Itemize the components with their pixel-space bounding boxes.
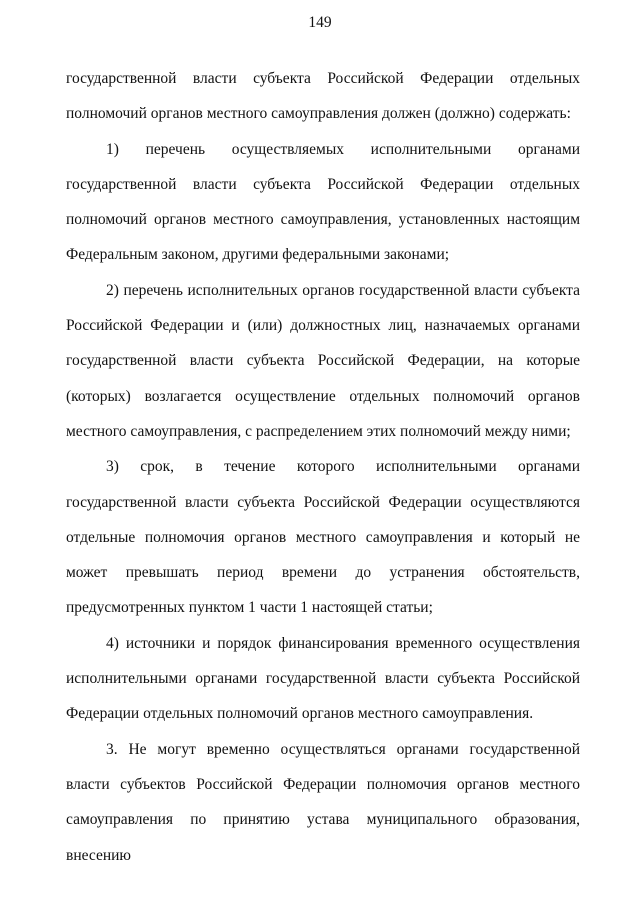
document-body (66, 61, 580, 873)
paragraph-item-2: 2) перечень исполнительных органов государственной власти субъекта Российской Федерации и (или) должностных лиц, назначаемых органами государственной власти субъекта Российской Федерации, на которые (которых) возлагается осуществление отдельных полномочий органов местного самоуправления, с распределением этих полномочий между ними; (66, 281, 580, 440)
paragraph-item-4: 4) источники и порядок финансирования временного осуществления исполнительными органами государственной власти субъекта Российской Федерации отдельных полномочий органов местного самоуправления. (66, 634, 580, 723)
paragraph-continuation: государственной власти субъекта Российской Федерации отдельных полномочий органов местного самоуправления должен (должно) содержать: (66, 70, 580, 123)
paragraph-item-3: 3) срок, в течение которого исполнительными органами государственной власти субъекта Российской Федерации осуществляются отдельные полномочия органов местного самоуправления и который не может превышать период времени до устранения обстоятельств, предусмотренных пунктом 1 части 1 настоящей статьи; (66, 458, 580, 617)
paragraph-section-3: 3. Не могут временно осуществляться органами государственной власти субъектов Российской Федерации полномочия органов местного самоуправления по принятию устава муниципального образования, внесению (66, 740, 580, 864)
paragraph-item-1: 1) перечень осуществляемых исполнительными органами государственной власти субъекта Российской Федерации отдельных полномочий органов местного самоуправления, установленных настоящим Федеральным законом, другими федеральными законами; (66, 140, 580, 264)
page-number: 149 (308, 14, 332, 31)
